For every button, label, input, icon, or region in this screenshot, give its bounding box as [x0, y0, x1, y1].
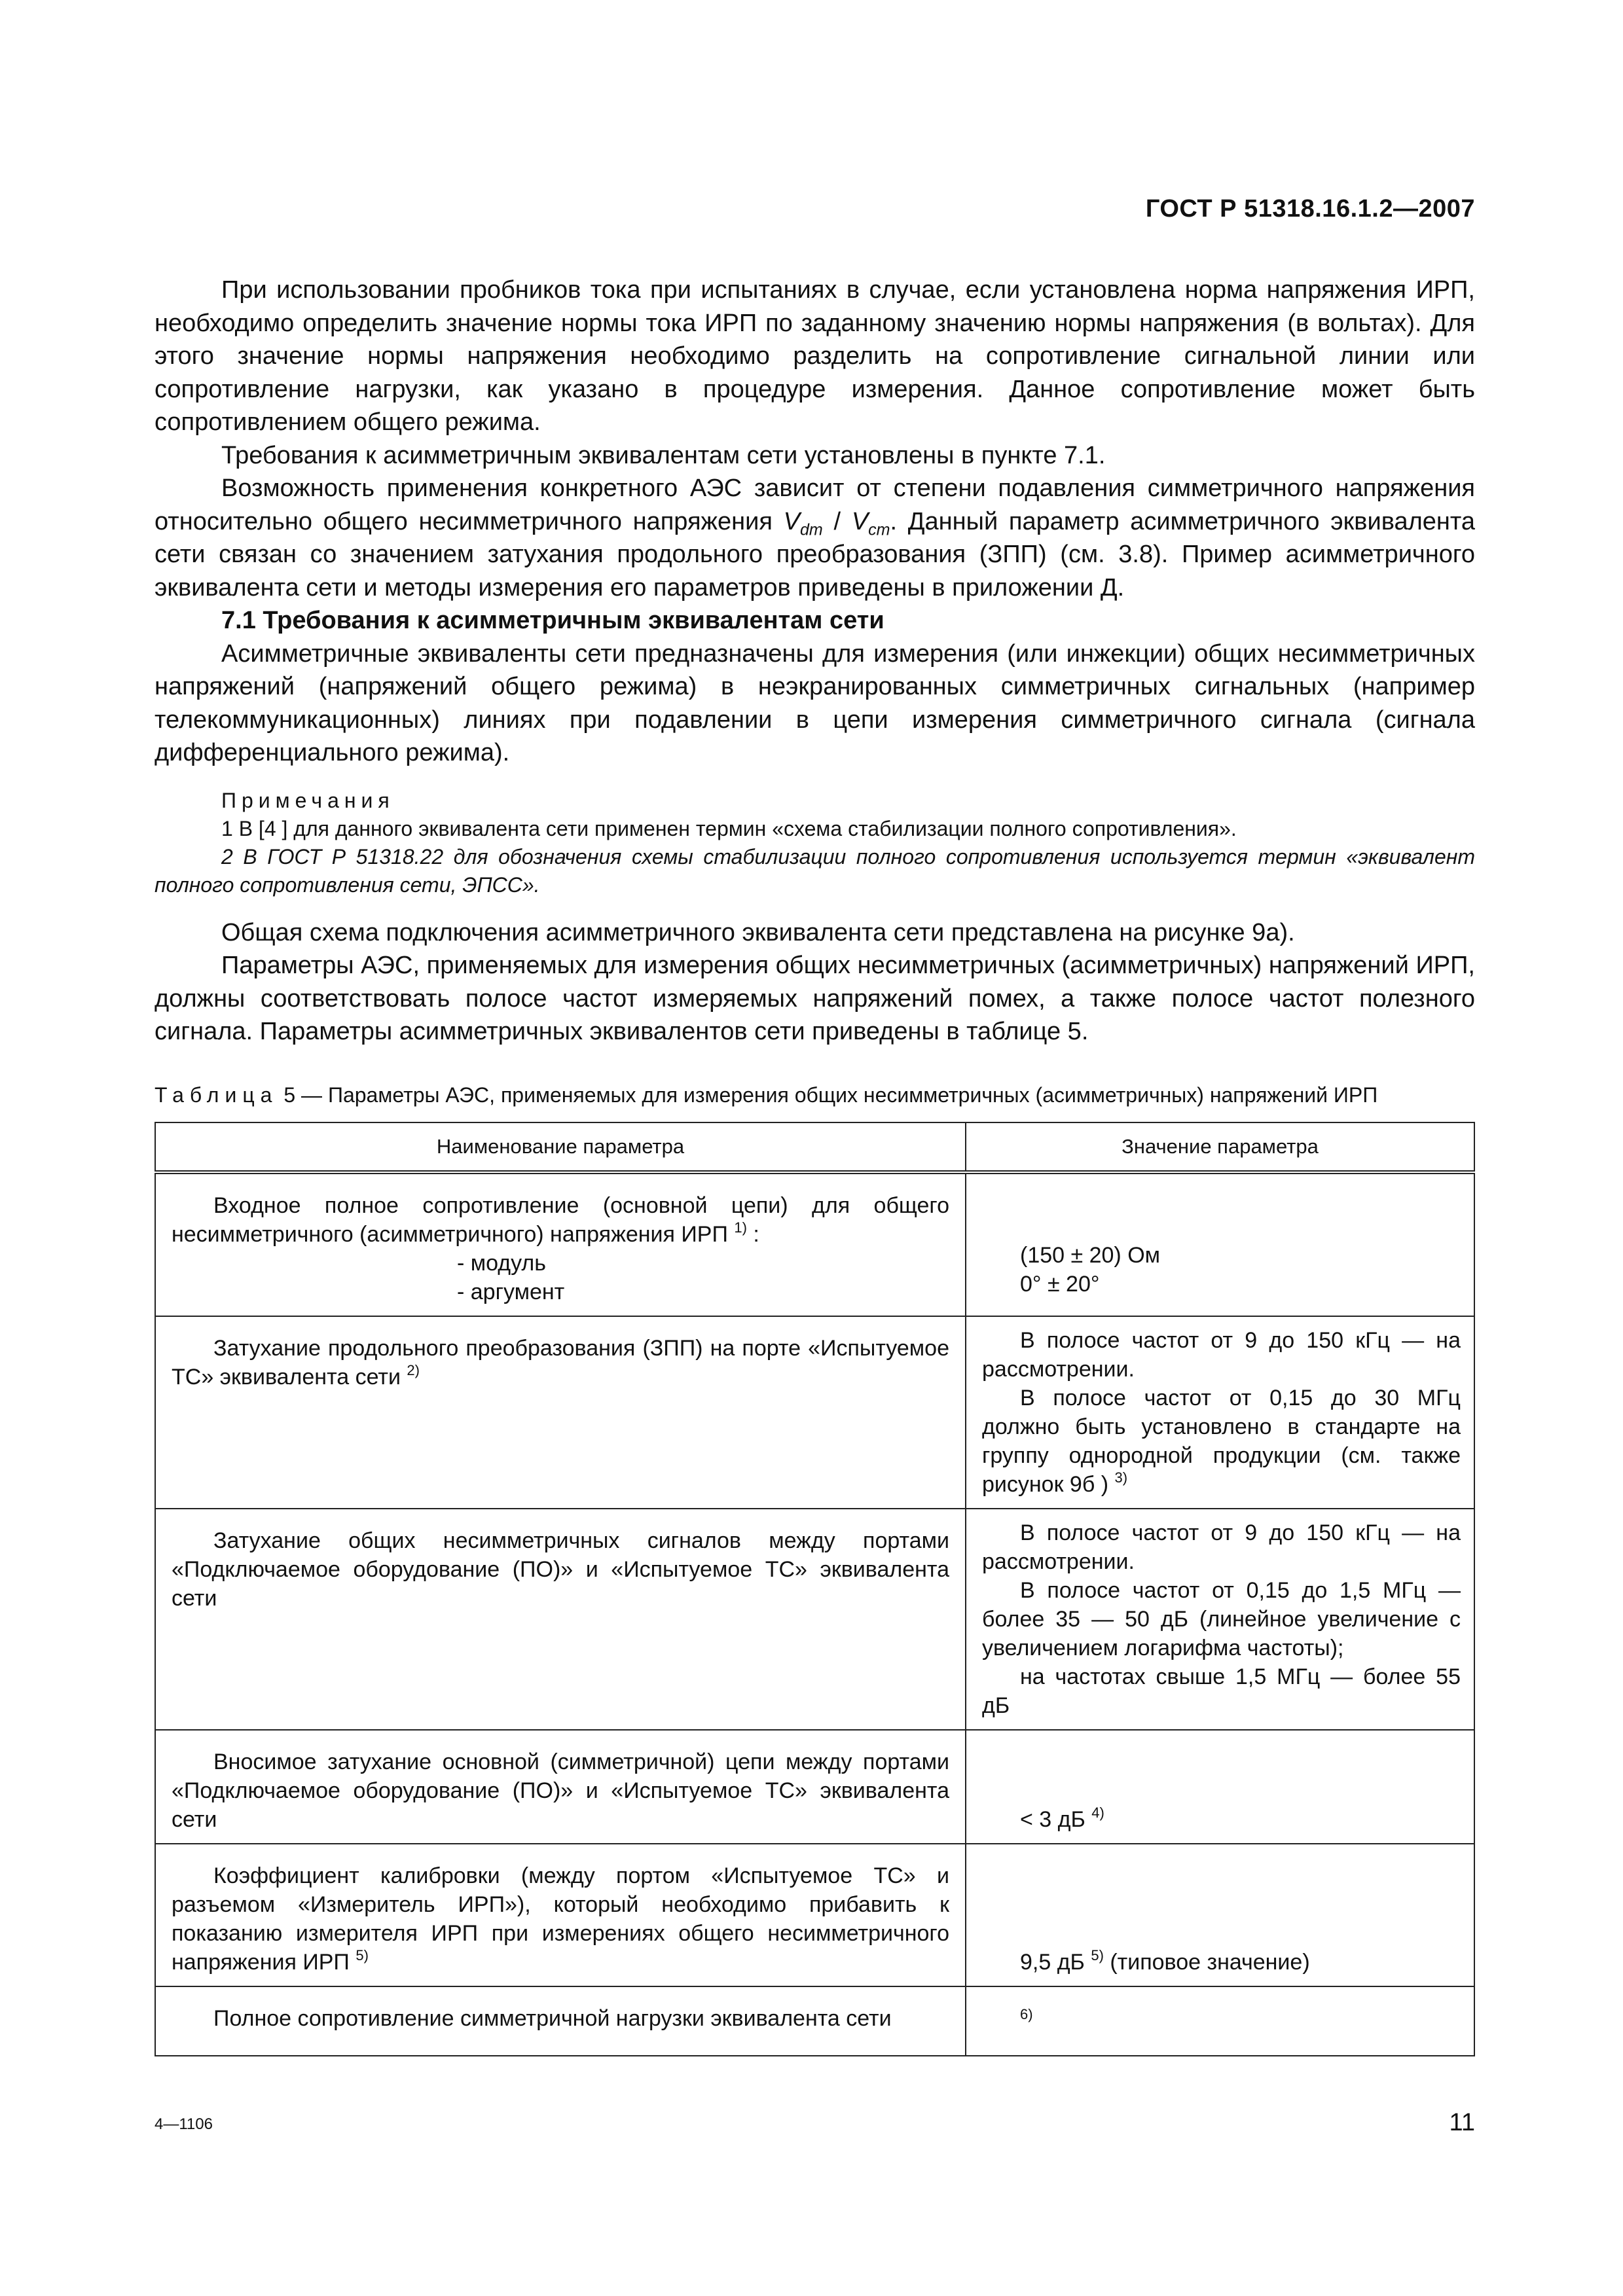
- note-2: 2 В ГОСТ Р 51318.22 для обозначения схемы стабилизации полного сопротивления используется термин «эквивалент полного сопротивления сети, ЭПСС».: [155, 844, 1475, 897]
- paragraph: Общая схема подключения асимметричного эквивалента сети представлена на рисунке 9а).: [221, 918, 1295, 946]
- page-number: 11: [1449, 2109, 1475, 2136]
- paragraph: Параметры АЭС, применяемых для измерения общих несимметричных (асимметричных) напряжений ИРП, должны соответствовать полосе частот измеряемых напряжений помех, а также полосе частот полезного сигнала. Параметры асимметричных эквивалентов сети приведены в таблице 5.: [155, 952, 1475, 1045]
- notes-title: Примечания: [221, 788, 395, 812]
- column-header-param: Наименование параметра: [155, 1122, 966, 1172]
- table-cell-value: (150 ± 20) Ом 0° ± 20°: [966, 1172, 1474, 1316]
- table-cell-param: Затухание общих несимметричных сигналов между портами «Подключаемое оборудование (ПО)» и «Испытуемое ТС» эквивалента сети: [155, 1509, 966, 1730]
- table-cell-value: 9,5 дБ $^{5)}$ (типовое значение): [966, 1844, 1474, 1986]
- table-row: [155, 1730, 1474, 1844]
- table-cell-value: В полосе частот от 9 до 150 кГц — на рассмотрении. В полосе частот от 0,15 до 30 МГц должно быть установлено в стандарте на группу однородной продукции (см. также рисунок 9б ) $^{3)}$: [966, 1316, 1474, 1509]
- section-heading: 7.1 Требования к асимметричным эквивалентам сети: [221, 607, 884, 634]
- note-1: 1 В [4 ] для данного эквивалента сети применен термин «схема стабилизации полного сопротивления».: [221, 816, 1237, 840]
- table-cell-param: Коэффициент калибровки (между портом «Испытуемое ТС» и разъемом «Измеритель ИРП»), который необходимо прибавить к показанию измерителя ИРП при измерениях общего несимметричного напряжения ИРП $^{5)}$: [155, 1844, 966, 1986]
- table-cell-param: Полное сопротивление симметричной нагрузки эквивалента сети: [155, 1986, 966, 2056]
- table-row: [155, 1509, 1474, 1730]
- column-header-value: Значение параметра: [966, 1122, 1474, 1172]
- table-cell-param: Входное полное сопротивление (основной цепи) для общего несимметричного (асимметричного) напряжения ИРП $^{1)}$ : - модуль - аргумент: [155, 1172, 966, 1316]
- table-cell-value: В полосе частот от 9 до 150 кГц — на рассмотрении. В полосе частот от 0,15 до 1,5 МГц — более 35 — 50 дБ (линейное увеличение с увеличением логарифма частоты); на частотах свыше 1,5 МГц — более 55 дБ: [966, 1509, 1474, 1730]
- table-caption: Таблица 5 — Параметры АЭС, применяемых для измерения общих несимметричных (асимметричных) напряжений ИРП: [155, 1083, 1378, 1107]
- main-text: [155, 274, 1475, 2056]
- table-row: [155, 1316, 1474, 1509]
- paragraph: Асимметричные эквиваленты сети предназначены для измерения (или инжекции) общих несимметричных напряжений (напряжений общего режима) в неэкранированных симметричных сигнальных (например телекоммуникационных) линиях при подавлении в цепи измерения симметричного сигнала (сигнала дифференциального режима).: [155, 639, 1475, 766]
- table-row: [155, 1172, 1474, 1316]
- paragraph: При использовании пробников тока при испытаниях в случае, если установлена норма напряжения ИРП, необходимо определить значение нормы тока ИРП по заданному значению нормы напряжения (в вольтах). Для этого значение нормы напряжения необходимо разделить на сопротивление сигнальной линии или сопротивление нагрузки, как указано в процедуре измерения. Данное сопротивление может быть сопротивлением общего режима.: [155, 276, 1475, 436]
- print-code: 4—1106: [155, 2115, 213, 2133]
- notes-block: [155, 787, 1475, 899]
- paragraph: Возможность применения конкретного АЭС зависит от степени подавления симметричного напряжения относительно общего несимметричного напряжения $V_{dm} / V_{cm}$. Данный параметр асимметричного эквивалента сети связан со значением затухания продольного преобразования (ЗПП) (см. 3.8). Пример асимметричного эквивалента сети и методы измерения его параметров приведены в приложении Д.: [155, 475, 1475, 601]
- table-row: [155, 1844, 1474, 1986]
- table-cell-value: < 3 дБ $^{4)}$: [966, 1730, 1474, 1844]
- table-header-row: [155, 1122, 1474, 1172]
- table-cell-param: Вносимое затухание основной (симметричной) цепи между портами «Подключаемое оборудование (ПО)» и «Испытуемое ТС» эквивалента сети: [155, 1730, 966, 1844]
- table-row: [155, 1986, 1474, 2056]
- table-cell-value: 6): [966, 1986, 1474, 2056]
- document-code: ГОСТ Р 51318.16.1.2—2007: [1145, 195, 1475, 223]
- parameters-table: [155, 1122, 1475, 2056]
- paragraph: Требования к асимметричным эквивалентам сети установлены в пункте 7.1.: [221, 441, 1106, 469]
- table-cell-param: Затухание продольного преобразования (ЗПП) на порте «Испытуемое ТС» эквивалента сети $^{2)}$: [155, 1316, 966, 1509]
